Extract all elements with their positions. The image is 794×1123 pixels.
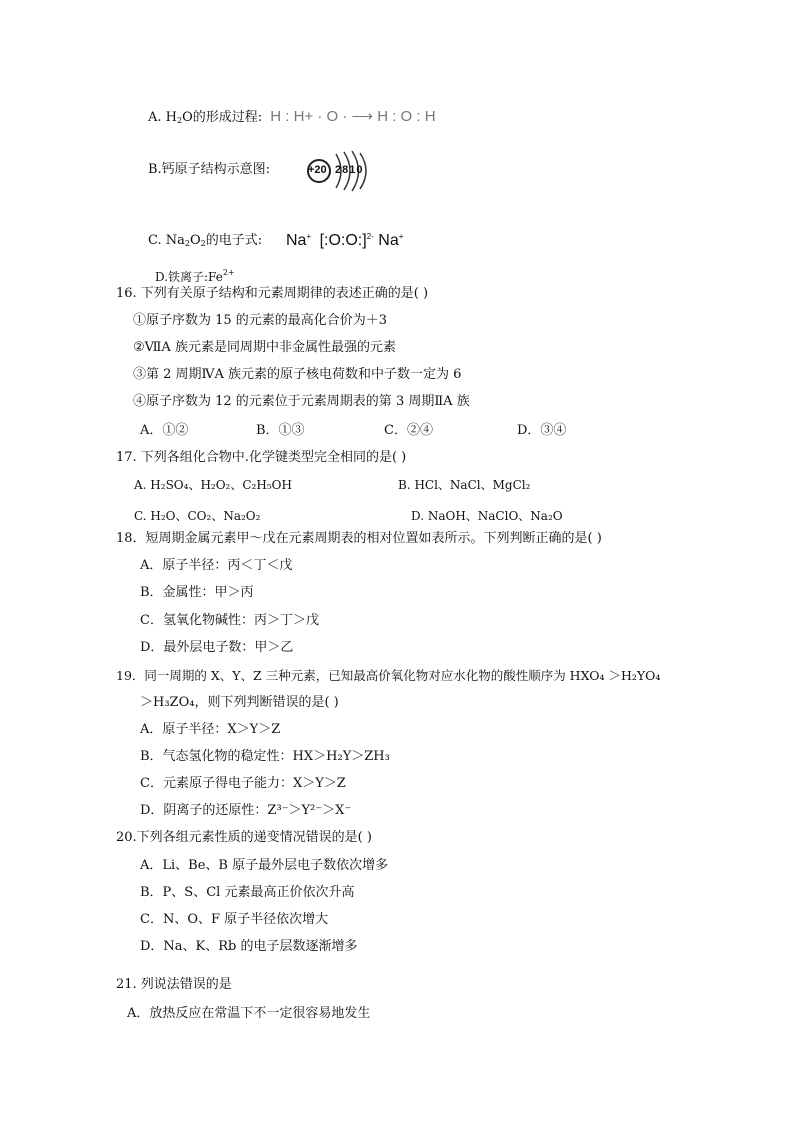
q15-a-suffix: O的形成过程: bbox=[182, 110, 263, 125]
q15-option-d bbox=[155, 264, 235, 286]
na-charge-2: + bbox=[398, 232, 404, 241]
na-symbol-1: Na bbox=[286, 232, 307, 249]
h2o-formation-left: H : H+ · O · bbox=[270, 108, 352, 125]
q21-stem: 21. 列说法错误的是 bbox=[116, 977, 232, 992]
q18-option-b: B．金属性：甲＞丙 bbox=[140, 585, 254, 600]
h2o-formation-right: H : O : H bbox=[377, 108, 436, 125]
q19-option-b: B．气态氢化物的稳定性：HX＞H₂Y＞ZH₃ bbox=[140, 749, 390, 764]
q19-stem-line-2: ＞H₃ZO₄，则下列判断错误的是( ) bbox=[140, 695, 339, 710]
q15-b-text: B.钙原子结构示意图: bbox=[148, 162, 271, 177]
q15-c-suffix: 的电子式: bbox=[205, 233, 263, 248]
q15-c-sub1: 2 bbox=[184, 239, 190, 248]
q18-option-d: D．最外层电子数：甲＞乙 bbox=[140, 640, 294, 655]
q16-item-4: ④原子序数为 12 的元素位于元素周期表的第 3 周期ⅡA 族 bbox=[133, 394, 470, 409]
q16-stem: 16. 下列有关原子结构和元素周期律的表述正确的是( ) bbox=[116, 286, 429, 301]
peroxide-charge: 2- bbox=[366, 232, 374, 241]
calcium-nucleus-label: +20 bbox=[308, 164, 327, 176]
q15-d-sup: 2+ bbox=[222, 268, 235, 277]
na-symbol-2: Na bbox=[378, 232, 399, 249]
q20-option-b: B．P、S、Cl 元素最高正价依次升高 bbox=[140, 885, 355, 900]
q15-a-sub: 2 bbox=[177, 116, 183, 125]
q20-stem: 20.下列各组元素性质的递变情况错误的是( ) bbox=[116, 830, 372, 845]
q17-stem: 17. 下列各组化合物中.化学键类型完全相同的是( ) bbox=[116, 450, 407, 465]
q19-option-d: D．阴离子的还原性：Z³⁻＞Y²⁻＞X⁻ bbox=[140, 803, 352, 818]
q15-c-mid: O bbox=[189, 233, 201, 248]
na-charge-1: + bbox=[306, 232, 312, 241]
q20-option-d: D．Na、K、Rb 的电子层数逐渐增多 bbox=[140, 939, 358, 954]
q15-a-prefix: A. H bbox=[148, 110, 177, 125]
q16-item-2: ②ⅦA 族元素是同周期中非金属性最强的元素 bbox=[133, 340, 396, 355]
q19-option-c: C．元素原子得电子能力：X＞Y＞Z bbox=[140, 776, 346, 791]
q15-option-b bbox=[148, 161, 270, 179]
q18-option-a: A．原子半径：丙＜丁＜戊 bbox=[140, 558, 293, 573]
q15-d-text: D.铁离子:Fe bbox=[155, 270, 223, 284]
q19-stem-line-1: 19．同一周期的 X、Y、Z 三种元素，已知最高价氧化物对应水化物的酸性顺序为 HXO₄ ＞H₂YO₄ bbox=[116, 668, 661, 683]
q20-option-c: C．N、O、F 原子半径依次增大 bbox=[140, 912, 329, 927]
reaction-arrow-icon: ⟶ bbox=[351, 108, 374, 125]
q15-option-c bbox=[148, 232, 262, 253]
q21-option-a: A．放热反应在常温下不一定很容易地发生 bbox=[127, 1006, 371, 1021]
q16-item-3: ③第 2 周期ⅣA 族元素的原子核电荷数和中子数一定为 6 bbox=[133, 367, 462, 382]
q15-option-a bbox=[148, 108, 436, 130]
q20-option-a: A．Li、Be、B 原子最外层电子数依次增多 bbox=[140, 858, 389, 873]
peroxide-bracket: [:O:O:] bbox=[319, 232, 367, 249]
calcium-shell-numbers: 2810 bbox=[335, 164, 364, 176]
q17-option-d: D. NaOH、NaClO、Na₂O bbox=[411, 509, 563, 523]
q16-item-1: ①原子序数为 15 的元素的最高化合价为＋3 bbox=[133, 313, 388, 328]
q15-c-prefix: C. Na bbox=[148, 233, 185, 248]
q18-option-c: C．氢氧化物碱性：丙＞丁＞戊 bbox=[140, 613, 319, 628]
q18-stem: 18．短周期金属元素甲～戊在元素周期表的相对位置如表所示。下列判断正确的是( ) bbox=[116, 531, 602, 546]
na2o2-electron-formula bbox=[286, 228, 403, 250]
q17-option-a: A. H₂SO₄、H₂O₂、C₂H₅OH bbox=[134, 478, 292, 492]
q17-option-c: C. H₂O、CO₂、Na₂O₂ bbox=[134, 509, 261, 523]
q16-option-c: C．②④ bbox=[384, 423, 433, 438]
q16-option-a: A．①② bbox=[140, 423, 189, 438]
q16-option-d: D．③④ bbox=[517, 423, 567, 438]
q16-option-b: B．①③ bbox=[256, 423, 305, 438]
q19-option-a: A．原子半径：X＞Y＞Z bbox=[140, 722, 281, 737]
calcium-atom-diagram-icon bbox=[300, 150, 380, 194]
q17-option-b: B. HCl、NaCl、MgCl₂ bbox=[398, 478, 531, 492]
q15-c-sub2: 2 bbox=[200, 239, 206, 248]
